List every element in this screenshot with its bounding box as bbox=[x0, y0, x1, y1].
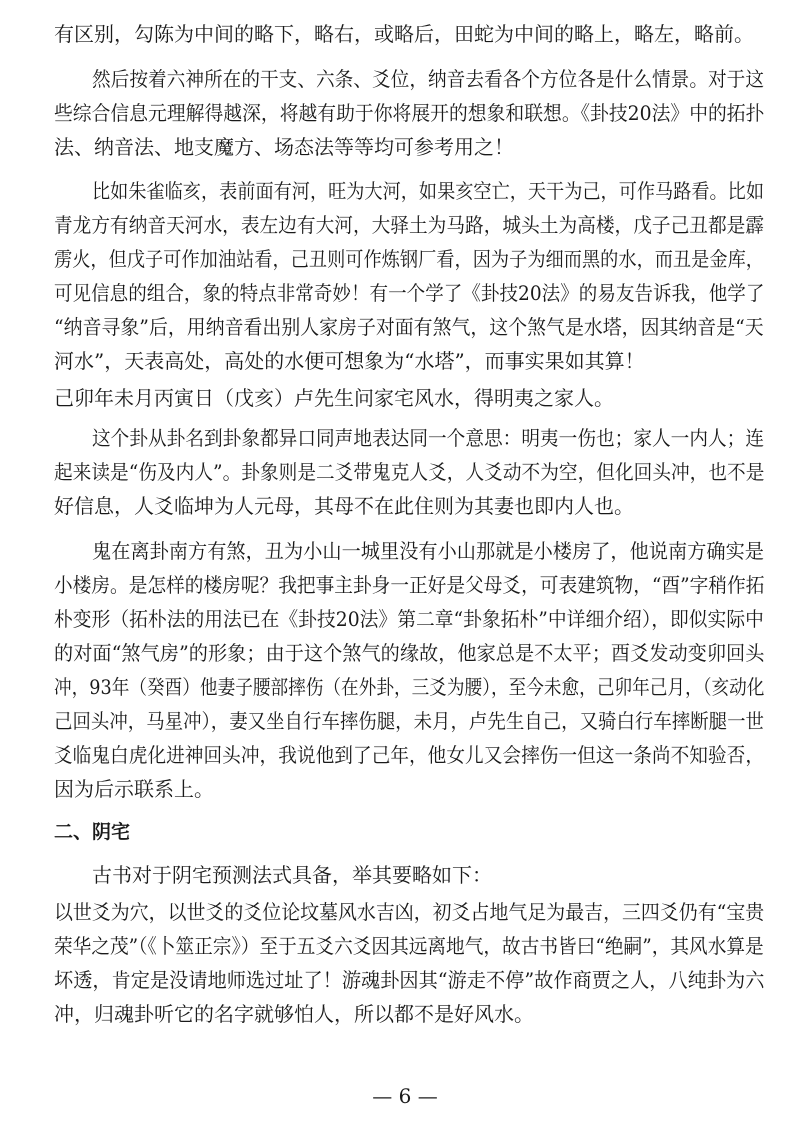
paragraph-start-line: 然后按着六神所在的干支、六条、爻位，纳音去看各个方位各是什么情景。对于这 bbox=[92, 67, 764, 91]
paragraph-start-line: 古书对于阴宅预测法式具备，举其要略如下： bbox=[92, 863, 492, 887]
paragraph-start-line: 鬼在离卦南方有煞，丑为小山一城里没有小山那就是小楼房了，他说南方确实是 bbox=[92, 539, 764, 563]
text-line: “纳音寻象”后，用纳音看出别人家房子对面有煞气，这个煞气是水塔，因其纳音是“天 bbox=[54, 315, 764, 339]
text-line: 起来读是“伤及内人”。卦象则是二爻带鬼克人爻，人爻动不为空，但化回头冲，也不是 bbox=[54, 460, 765, 484]
text-line: 些综合信息元理解得越深，将越有助于你将展开的想象和联想。《卦技20法》中的拓扑 bbox=[54, 101, 765, 125]
paragraph-start-line: 比如朱雀临亥，表前面有河，旺为大河，如果亥空亡，天干为己，可作马路看。比如 bbox=[92, 179, 764, 203]
text-line: 冲，93年（癸酉）他妻子腰部摔伤（在外卦，三爻为腰），至今未愈，己卯年己月，（亥动化 bbox=[54, 675, 765, 699]
text-line: 河水”，天表高处，高处的水便可想象为“水塔”，而事实果如其算！ bbox=[54, 349, 645, 373]
text-line: 己回头冲，马星冲），妻又坐自行车摔伤腿，未月，卢先生自己，又骑白行车摔断腿一世 bbox=[54, 709, 764, 733]
text-line: 青龙方有纳音天河水，表左边有大河，大驿土为马路，城头土为高楼，戊子己丑都是霹 bbox=[54, 213, 764, 237]
text-line: 有区别，勾陈为中间的略下，略右，或略后，田蛇为中间的略上，略左，略前。 bbox=[54, 22, 754, 46]
text-line: 好信息，人爻临坤为人元母，其母不在此住则为其妻也即内人也。 bbox=[54, 494, 634, 518]
text-line: 冲，归魂卦听它的名字就够怕人，所以都不是好风水。 bbox=[54, 1002, 534, 1026]
text-line: 坏透，肯定是没请地师选过址了！游魂卦因其“游走不停”故作商贾之人，八纯卦为六 bbox=[54, 968, 765, 992]
text-line: 可见信息的组合，象的特点非常奇妙！有一个学了《卦技20法》的易友告诉我，他学了 bbox=[54, 281, 765, 305]
page-number: — 6 — bbox=[372, 1084, 438, 1108]
text-line: 爻临鬼白虎化进神回头冲，我说他到了己年，他女儿又会摔伤一但这一条尚不知验否， bbox=[54, 743, 764, 767]
paragraph-start-line: 这个卦从卦名到卦象都异口同声地表达同一个意思：明夷一伤也；家人一内人；连 bbox=[92, 426, 764, 450]
text-line: 法、纳音法、地支魔方、场态法等等均可参考用之！ bbox=[54, 135, 514, 159]
text-line: 己卯年未月丙寅日（戊亥）卢先生问家宅风水，得明夷之家人。 bbox=[54, 386, 614, 410]
text-line: 雳火，但戊子可作加油站看，己丑则可作炼钢厂看，因为子为细而黑的水，而丑是金库， bbox=[54, 247, 764, 271]
text-line: 以世爻为穴，以世爻的爻位论坟墓风水吉凶，初爻占地气足为最吉，三四爻仍有“宝贵 bbox=[54, 900, 765, 924]
section-heading: 二、阴宅 bbox=[54, 821, 131, 843]
text-line: 荣华之茂”（《卜筮正宗》）至于五爻六爻因其远离地气，故古书皆曰“绝嗣”，其风水算是 bbox=[54, 934, 764, 958]
text-line: 朴变形（拓朴法的用法已在《卦技20法》第二章“卦象拓朴”中详细介绍），即似实际中 bbox=[54, 607, 764, 631]
text-line: 小楼房。是怎样的楼房呢？我把事主卦身一正好是父母爻，可表建筑物，“酉”字稍作拓 bbox=[54, 573, 765, 597]
text-line: 的对面“煞气房”的形象；由于这个煞气的缘故，他家总是不太平；酉爻发动变卯回头 bbox=[54, 641, 765, 665]
text-line: 因为后示联系上。 bbox=[54, 777, 214, 801]
